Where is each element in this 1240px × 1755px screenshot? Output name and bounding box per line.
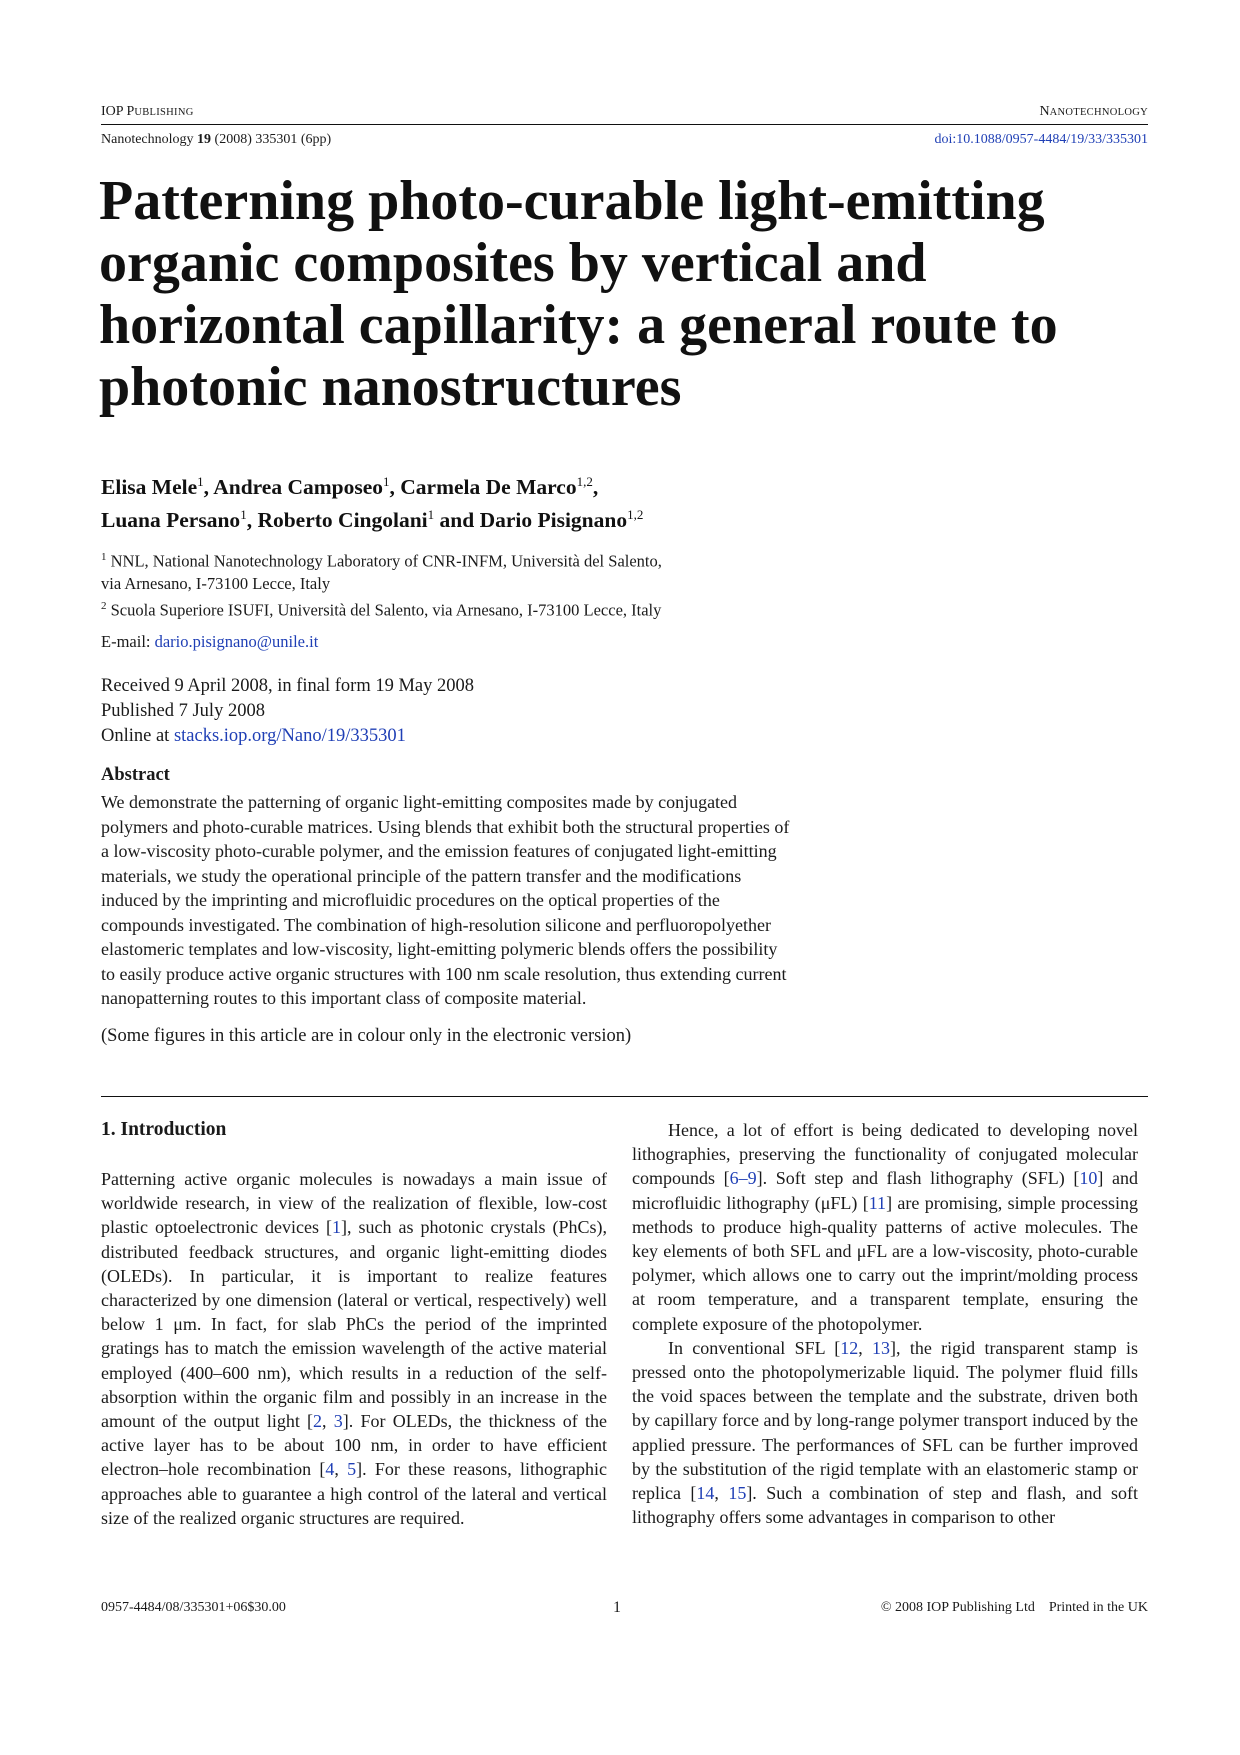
paragraph: In conventional SFL [12, 13], the rigid transparent stamp is pressed onto the photopolymerizable liquid. The polymer fluid fills the void spaces between the template and the substrate, driven both by capillary force and by long-range polymer transport induced by the applied pressure. The performances of SFL can be further improved by the substitution of the rigid template with an elastomeric stamp or replica [14, 15]. Such a combination of step and flash, and soft lithography offers some advantages in comparison to other <box>632 1337 1139 1528</box>
author-list: Elisa Mele$^1$, Andrea Camposeo$^1$, Carmela De Marco$^{1,2}$, Luana Persano$^1$, Roberto Cingolani$^1$ and Dario Pisignano$^{1,2}$ <box>101 474 644 533</box>
email-link[interactable]: dario.pisignano@unile.it <box>154 632 319 651</box>
ref-link[interactable]: 5 <box>347 1459 357 1480</box>
abstract-line: We demonstrate the patterning of organic light-emitting composites made by conjugated <box>101 792 738 812</box>
published-date: Published 7 July 2008 <box>101 701 265 721</box>
journal-name: NANOTECHNOLOGY <box>1039 104 1148 119</box>
ref-link[interactable]: 11 <box>868 1192 887 1213</box>
email-line: E-mail: dario.pisignano@unile.it <box>101 632 319 651</box>
header-rule <box>101 124 1148 125</box>
abstract-line: nanopatterning routes to this important class of composite material. <box>101 988 587 1008</box>
ref-link[interactable]: 2 <box>313 1411 323 1432</box>
received-date: Received 9 April 2008, in final form 19 May 2008 <box>101 676 475 696</box>
affiliations <box>101 546 1001 621</box>
affiliation-1-cont: via Arnesano, I-73100 Lecce, Italy <box>101 573 331 593</box>
ref-link[interactable]: 4 <box>325 1459 335 1480</box>
publication-dates <box>101 674 474 749</box>
copyright: © 2008 IOP Publishing Ltd Printed in the UK <box>880 1600 1148 1615</box>
abstract-line: to easily produce active organic structures with 100 nm scale resolution, thus extending current <box>101 963 787 984</box>
publisher-name: IOP PUBLISHING <box>101 104 194 119</box>
article-code: 0957-4484/08/335301+06$30.00 <box>101 1600 286 1615</box>
affiliation-1: $^1$ NNL, National Nanotechnology Laboratory of CNR-INFM, Università del Salento, <box>101 551 662 571</box>
ref-link[interactable]: 15 <box>728 1483 747 1504</box>
ref-link[interactable]: 10 <box>1079 1168 1098 1189</box>
section-rule <box>101 1096 1148 1097</box>
abstract-line: materials, we study the operational principle of the pattern transfer and the modifications <box>101 865 742 886</box>
ref-link[interactable]: 14 <box>696 1483 715 1504</box>
running-header <box>101 104 1148 122</box>
citation: Nanotechnology 19 (2008) 335301 (6pp) <box>101 132 332 147</box>
ref-link[interactable]: 12 <box>840 1337 859 1358</box>
abstract-line: a low-viscosity photo-curable polymer, and the emission features of conjugated light-emitting <box>101 841 777 861</box>
doi-link[interactable]: doi:10.1088/0957-4484/19/33/335301 <box>934 132 1148 147</box>
section-heading: 1. Introduction <box>101 1119 227 1140</box>
ref-link[interactable]: 6–9 <box>729 1168 757 1189</box>
page-footer <box>101 1600 1148 1618</box>
online-line: Online at stacks.iop.org/Nano/19/335301 <box>101 726 406 746</box>
abstract-line: compounds investigated. The combination of high-resolution silicone and perfluoropolyether <box>101 914 772 935</box>
colour-note: (Some figures in this article are in colour only in the electronic version) <box>101 1026 632 1046</box>
citation-line <box>101 132 1148 150</box>
abstract-line: polymers and photo-curable matrices. Using blends that exhibit both the structural properties of <box>101 816 790 837</box>
abstract-line: elastomeric templates and low-viscosity, light-emitting polymeric blends offers the possibility <box>101 939 778 959</box>
ref-link[interactable]: 1 <box>331 1217 341 1238</box>
ref-link[interactable]: 13 <box>872 1337 891 1358</box>
left-column <box>101 1118 607 1530</box>
paper-title: Patterning photo-curable light-emitting organic composites by vertical and horizontal capillarity: a general route to photonic nanostructures <box>99 170 1058 418</box>
abstract-body <box>101 790 878 1011</box>
abstract-heading: Abstract <box>101 765 170 785</box>
right-column <box>632 1118 1138 1529</box>
online-link[interactable]: stacks.iop.org/Nano/19/335301 <box>173 726 406 746</box>
ref-link[interactable]: 3 <box>333 1411 343 1432</box>
abstract-line: induced by the imprinting and microfluidic procedures on the optical properties of the <box>101 890 720 910</box>
paragraph: Hence, a lot of effort is being dedicated to developing novel lithographies, preserving the functionality of conjugated molecular compounds [6–9]. Soft step and flash lithography (SFL) [10] and microfluidic lithography (μFL) [11] are promising, simple processing methods to produce high-quality patterns of active molecules. The key elements of both SFL and μFL are a low-viscosity, photo-curable polymer, which allows one to carry out the imprint/molding process at room temperature, and a transparent template, ensuring the complete exposure of the photopolymer. <box>632 1120 1138 1334</box>
affiliation-2: $^2$ Scuola Superiore ISUFI, Università del Salento, via Arnesano, I-73100 Lecce, Italy <box>101 599 662 619</box>
paragraph: Patterning active organic molecules is nowadays a main issue of worldwide research, in view of the realization of flexible, low-cost plastic optoelectronic devices [1], such as photonic crystals (PhCs), distributed feedback structures, and organic light-emitting diodes (OLEDs). In particular, it is important to realize features characterized by one dimension (lateral or vertical, respectively) well below 1 μm. In fact, for slab PhCs the period of the imprinted gratings has to match the emission wavelength of the active material employed (400–600 nm), which results in a reduction of the self-absorption within the organic film and possibly in an increase in the amount of the output light [2, 3]. For OLEDs, the thickness of the active layer has to be about 100 nm, in order to have efficient electron–hole recombination [4, 5]. For these reasons, lithographic approaches able to guarantee a high control of the lateral and vertical size of the realized organic structures are required. <box>101 1169 607 1528</box>
page-number: 1 <box>613 1599 621 1616</box>
